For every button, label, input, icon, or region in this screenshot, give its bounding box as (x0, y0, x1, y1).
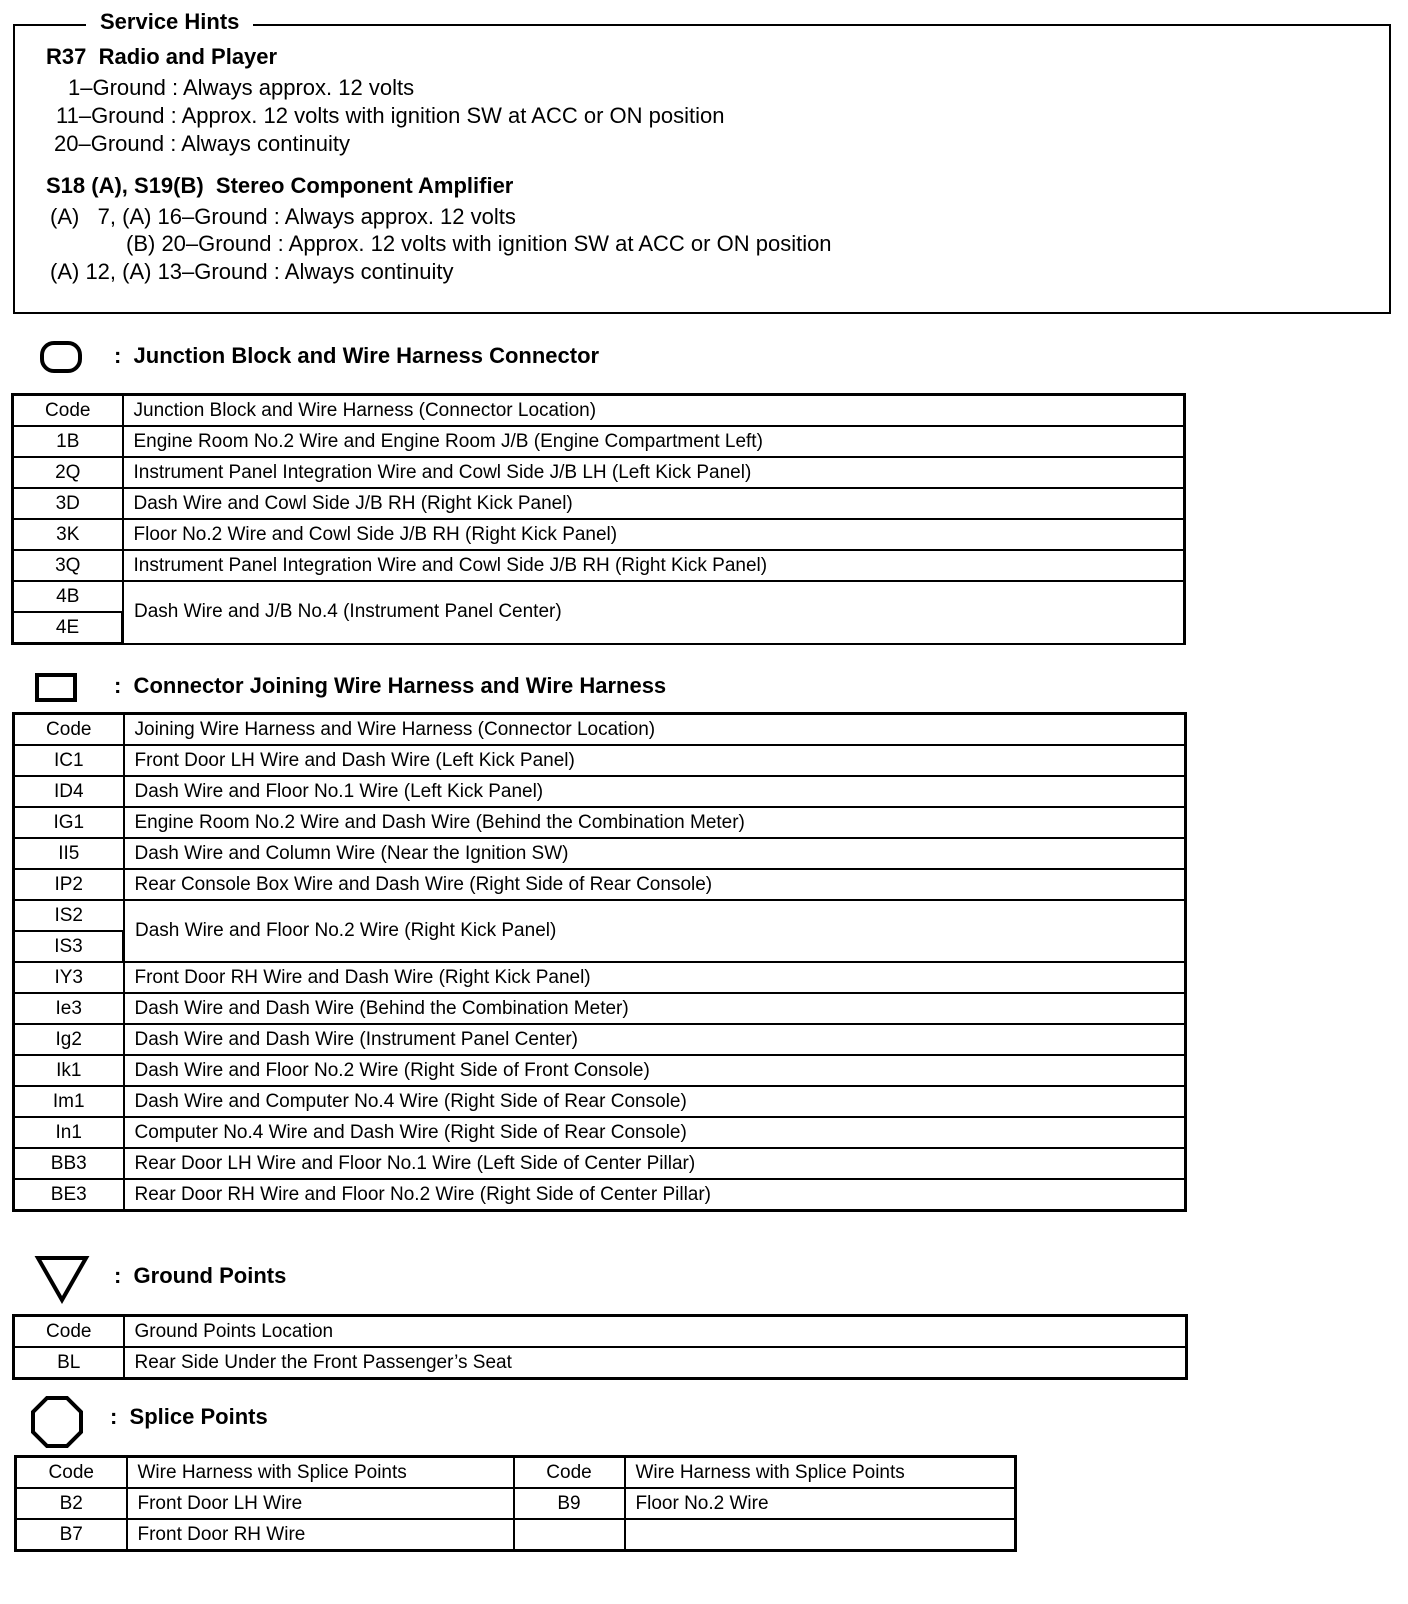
code-header: Code (13, 395, 123, 427)
desc-cell: Front Door RH Wire (127, 1519, 514, 1551)
code-cell: IS2 (14, 900, 124, 931)
table-row (13, 519, 1185, 550)
splice-points-table (14, 1455, 1017, 1552)
desc-cell: Dash Wire and Dash Wire (Instrument Panel Center) (124, 1024, 1186, 1055)
desc-header: Wire Harness with Splice Points (625, 1457, 1016, 1489)
code-header: Code (14, 714, 124, 746)
hint-line: 20–Ground : Always continuity (54, 131, 350, 156)
code-cell: B7 (16, 1519, 127, 1551)
desc-cell: Rear Console Box Wire and Dash Wire (Right Side of Rear Console) (124, 869, 1186, 900)
hint-line: (A) 12, (A) 13–Ground : Always continuity (50, 259, 454, 284)
table-row (14, 869, 1186, 900)
connector-joining-table (12, 712, 1187, 1212)
table-row (13, 488, 1185, 519)
code-cell: 3Q (13, 550, 123, 581)
table-row (13, 550, 1185, 581)
desc-cell: Dash Wire and Floor No.1 Wire (Left Kick Panel) (124, 776, 1186, 807)
desc-header: Wire Harness with Splice Points (127, 1457, 514, 1489)
desc-cell: Front Door RH Wire and Dash Wire (Right Kick Panel) (124, 962, 1186, 993)
table-row (14, 1024, 1186, 1055)
desc-cell: Front Door LH Wire and Dash Wire (Left Kick Panel) (124, 745, 1186, 776)
table-row (14, 1148, 1186, 1179)
table-header-row (14, 1316, 1187, 1348)
table-row (14, 1347, 1187, 1379)
code-cell: 3D (13, 488, 123, 519)
desc-cell: Rear Side Under the Front Passenger’s Seat (124, 1347, 1187, 1379)
code-cell: Ie3 (14, 993, 124, 1024)
desc-cell: Dash Wire and Dash Wire (Behind the Combination Meter) (124, 993, 1186, 1024)
hint-heading-amplifier: S18 (A), S19(B) Stereo Component Amplifier (46, 173, 514, 198)
desc-cell: Engine Room No.2 Wire and Dash Wire (Behind the Combination Meter) (124, 807, 1186, 838)
code-cell: 4B (13, 581, 123, 612)
desc-cell: Dash Wire and Column Wire (Near the Ignition SW) (124, 838, 1186, 869)
code-cell: BL (14, 1347, 124, 1379)
table-row (14, 1179, 1186, 1211)
hint-heading-radio: R37 Radio and Player (46, 44, 278, 69)
table-row (14, 1117, 1186, 1148)
table-row (14, 1086, 1186, 1117)
desc-cell: Engine Room No.2 Wire and Engine Room J/B (Engine Compartment Left) (123, 426, 1185, 457)
desc-cell: Dash Wire and Floor No.2 Wire (Right Kick Panel) (124, 900, 1186, 962)
connector-joining-heading: : Connector Joining Wire Harness and Wire Harness (114, 673, 667, 698)
table-row (14, 962, 1186, 993)
ground-points-table (12, 1314, 1188, 1380)
code-cell: BE3 (14, 1179, 124, 1211)
code-cell: IP2 (14, 869, 124, 900)
desc-header: Joining Wire Harness and Wire Harness (Connector Location) (124, 714, 1186, 746)
table-row (14, 776, 1186, 807)
hint-line: (B) 20–Ground : Approx. 12 volts with ignition SW at ACC or ON position (126, 231, 832, 256)
desc-header: Junction Block and Wire Harness (Connector Location) (123, 395, 1185, 427)
junction-block-symbol-icon (40, 340, 84, 374)
code-cell: IG1 (14, 807, 124, 838)
desc-cell: Computer No.4 Wire and Dash Wire (Right Side of Rear Console) (124, 1117, 1186, 1148)
desc-cell: Rear Door LH Wire and Floor No.1 Wire (Left Side of Center Pillar) (124, 1148, 1186, 1179)
desc-cell: Instrument Panel Integration Wire and Cowl Side J/B LH (Left Kick Panel) (123, 457, 1185, 488)
connector-joining-symbol-icon (34, 672, 80, 704)
desc-header: Ground Points Location (124, 1316, 1187, 1348)
code-cell: 2Q (13, 457, 123, 488)
code-cell: II5 (14, 838, 124, 869)
table-header-row (16, 1457, 1016, 1489)
table-header-row (13, 395, 1185, 427)
desc-cell: Dash Wire and Floor No.2 Wire (Right Side of Front Console) (124, 1055, 1186, 1086)
table-row (14, 900, 1186, 931)
code-cell: ID4 (14, 776, 124, 807)
junction-block-table (11, 393, 1186, 645)
desc-cell: Floor No.2 Wire (625, 1488, 1016, 1519)
service-hints-title: Service Hints (86, 8, 253, 36)
table-row (14, 807, 1186, 838)
hint-line: (A) 7, (A) 16–Ground : Always approx. 12 volts (50, 204, 516, 229)
table-row (14, 993, 1186, 1024)
desc-cell: Dash Wire and J/B No.4 (Instrument Panel Center) (123, 581, 1185, 644)
hint-line: 11–Ground : Approx. 12 volts with ignition SW at ACC or ON position (56, 103, 725, 128)
code-cell: 4E (13, 612, 123, 644)
splice-points-heading: : Splice Points (110, 1404, 268, 1429)
desc-cell: Rear Door RH Wire and Floor No.2 Wire (Right Side of Center Pillar) (124, 1179, 1186, 1211)
table-row (14, 745, 1186, 776)
table-header-row (14, 714, 1186, 746)
code-cell: IS3 (14, 931, 124, 962)
code-header: Code (14, 1316, 124, 1348)
table-row (13, 426, 1185, 457)
code-cell: IC1 (14, 745, 124, 776)
code-cell: Ik1 (14, 1055, 124, 1086)
splice-points-symbol-icon (30, 1395, 84, 1449)
desc-cell: Dash Wire and Cowl Side J/B RH (Right Kick Panel) (123, 488, 1185, 519)
ground-points-symbol-icon (34, 1254, 90, 1304)
table-row (16, 1519, 1016, 1551)
code-cell: B2 (16, 1488, 127, 1519)
desc-cell: Floor No.2 Wire and Cowl Side J/B RH (Right Kick Panel) (123, 519, 1185, 550)
code-cell: Im1 (14, 1086, 124, 1117)
code-cell: BB3 (14, 1148, 124, 1179)
code-header: Code (514, 1457, 625, 1489)
desc-cell: Dash Wire and Computer No.4 Wire (Right Side of Rear Console) (124, 1086, 1186, 1117)
table-row (14, 1055, 1186, 1086)
desc-cell: Front Door LH Wire (127, 1488, 514, 1519)
code-cell (514, 1519, 625, 1551)
desc-cell (625, 1519, 1016, 1551)
code-cell: B9 (514, 1488, 625, 1519)
table-row (13, 581, 1185, 612)
junction-block-heading: : Junction Block and Wire Harness Connector (114, 343, 600, 368)
table-row (13, 457, 1185, 488)
table-row (16, 1488, 1016, 1519)
desc-cell: Instrument Panel Integration Wire and Cowl Side J/B RH (Right Kick Panel) (123, 550, 1185, 581)
table-row (14, 838, 1186, 869)
ground-points-heading: : Ground Points (114, 1263, 287, 1288)
code-header: Code (16, 1457, 127, 1489)
code-cell: In1 (14, 1117, 124, 1148)
code-cell: Ig2 (14, 1024, 124, 1055)
code-cell: 3K (13, 519, 123, 550)
hint-line: 1–Ground : Always approx. 12 volts (68, 75, 415, 100)
code-cell: 1B (13, 426, 123, 457)
code-cell: IY3 (14, 962, 124, 993)
